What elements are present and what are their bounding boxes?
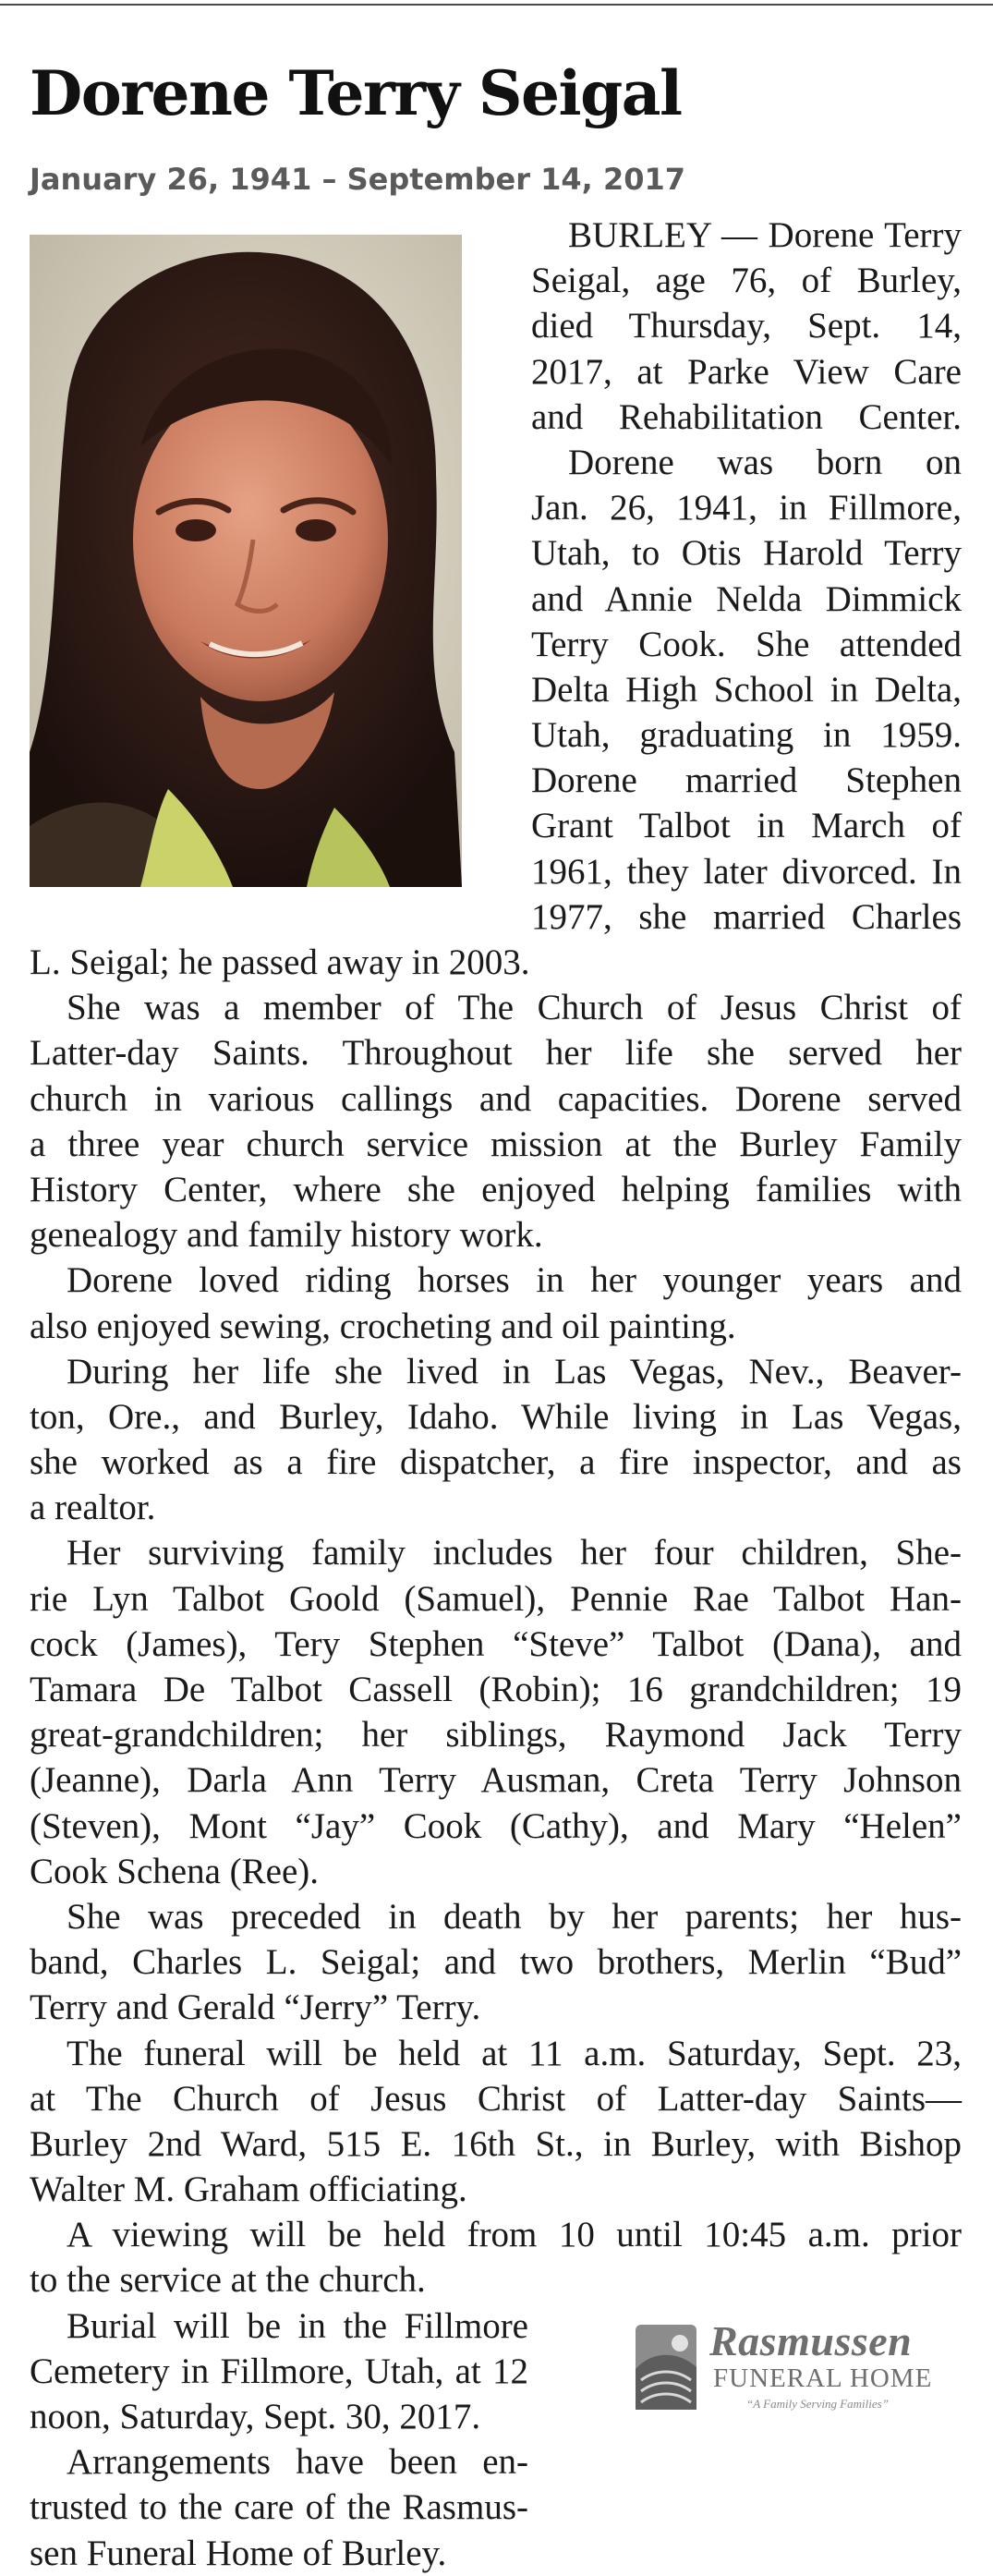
obituary-line: sen Funeral Home of Burley. (30, 2533, 447, 2573)
obituary-line: 1977, she married Charles (531, 896, 962, 937)
obituary-line: noon, Saturday, Sept. 30, 2017. (30, 2397, 481, 2436)
obituary-line: The funeral will be held at 11 a.m. Saturday, Sept. 23, (67, 2033, 962, 2073)
obituary-line: Jan. 26, 1941, in Fillmore, (531, 488, 962, 529)
obituary-line: Cook Schena (Ree). (30, 1851, 319, 1891)
obituary-line: Walter M. Graham officiating. (30, 2169, 467, 2210)
obituary-line: Her surviving family includes her four children, She- (67, 1533, 962, 1574)
obituary-line: and Annie Nelda Dimmick (531, 578, 962, 619)
obituary-line: (Jeanne), Darla Ann Terry Ausman, Creta Terry Johnson (30, 1760, 962, 1801)
obituary-line: Utah, to Otis Harold Terry (531, 533, 962, 574)
obituary-line: trusted to the care of the Rasmus- (30, 2487, 528, 2528)
obituary-line: great-grandchildren; her siblings, Raymond Jack Terry (30, 1715, 962, 1756)
obituary-line: Arrangements have been en- (67, 2442, 528, 2483)
obituary-line: 2017, at Parke View Care (531, 351, 962, 392)
obituary-line: also enjoyed sewing, crocheting and oil painting. (30, 1306, 736, 1346)
obituary-line: to the service at the church. (30, 2260, 426, 2301)
obituary-line: Seigal, age 76, of Burley, (531, 261, 962, 301)
obituary-line: Cemetery in Fillmore, Utah, at 12 (30, 2351, 528, 2391)
funeral-home-emblem-icon (634, 2323, 698, 2412)
funeral-home-logo (634, 2317, 966, 2428)
obituary-line: genealogy and family history work. (30, 1215, 543, 1256)
funeral-home-subtitle: FUNERAL HOME (713, 2363, 933, 2393)
obituary-line: ton, Ore., and Burley, Idaho. While living in Las Vegas, (30, 1396, 962, 1437)
obituary-line: she worked as a fire dispatcher, a fire inspector, and as (30, 1442, 962, 1483)
obituary-line: During her life she lived in Las Vegas, Nev., Beaver- (67, 1351, 962, 1391)
obituary-name-headline: Dorene Terry Seigal (30, 57, 682, 129)
obituary-line: at The Church of Jesus Christ of Latter-day Saints— (30, 2078, 962, 2119)
obituary-line: and Rehabilitation Center. (531, 396, 962, 437)
obituary-line: died Thursday, Sept. 14, (531, 306, 962, 346)
obituary-line: History Center, where she enjoyed helping families with (30, 1169, 962, 1209)
obituary-line: Latter-day Saints. Throughout her life she served her (30, 1033, 962, 1074)
obituary-line: Tamara De Talbot Cassell (Robin); 16 grandchildren; 19 (30, 1670, 962, 1709)
obituary-line: a three year church service mission at the Burley Family (30, 1124, 962, 1164)
top-rule (0, 4, 993, 6)
obituary-line: She was preceded in death by her parents; her hus- (67, 1896, 962, 1937)
funeral-home-name: Rasmussen (709, 2317, 913, 2364)
obituary-line: a realtor. (30, 1488, 156, 1528)
obituary-line: Terry Cook. She attended (531, 624, 962, 664)
obituary-line: Burial will be in the Fillmore (67, 2305, 528, 2346)
funeral-home-tagline: “A Family Serving Families” (746, 2397, 889, 2411)
obituary-line: church in various callings and capacities. Dorene served (30, 1078, 962, 1119)
obituary-line: cock (James), Tery Stephen “Steve” Talbot (Dana), and (30, 1623, 962, 1664)
obituary-line: band, Charles L. Seigal; and two brothers, Merlin “Bud” (30, 1942, 962, 1983)
obituary-line: Burley 2nd Ward, 515 E. 16th St., in Burley, with Bishop (30, 2123, 962, 2164)
obituary-line: Terry and Gerald “Jerry” Terry. (30, 1987, 481, 2028)
obituary-line: Dorene was born on (568, 442, 962, 482)
obituary-line: Delta High School in Delta, (531, 669, 962, 710)
obituary-line: rie Lyn Talbot Goold (Samuel), Pennie Rae Talbot Han- (30, 1578, 962, 1619)
obituary-line: BURLEY — Dorene Terry (568, 215, 962, 255)
obituary-line: Utah, graduating in 1959. (531, 715, 962, 756)
obituary-line: Dorene married Stephen (531, 760, 962, 801)
obituary-body (30, 213, 963, 2576)
obituary-line: 1961, they later divorced. In (531, 851, 962, 892)
obituary-line: Grant Talbot in March of (531, 806, 962, 846)
life-dates: January 26, 1941 – September 14, 2017 (30, 162, 686, 197)
obituary-line: L. Seigal; he passed away in 2003. (30, 942, 530, 982)
obituary-line: She was a member of The Church of Jesus Christ of (67, 988, 962, 1028)
obituary-line: A viewing will be held from 10 until 10:45 a.m. prior (67, 2215, 962, 2255)
obituary-line: (Steven), Mont “Jay” Cook (Cathy), and Mary “Helen” (30, 1805, 962, 1846)
obituary-line: Dorene loved riding horses in her younger years and (67, 1260, 962, 1301)
